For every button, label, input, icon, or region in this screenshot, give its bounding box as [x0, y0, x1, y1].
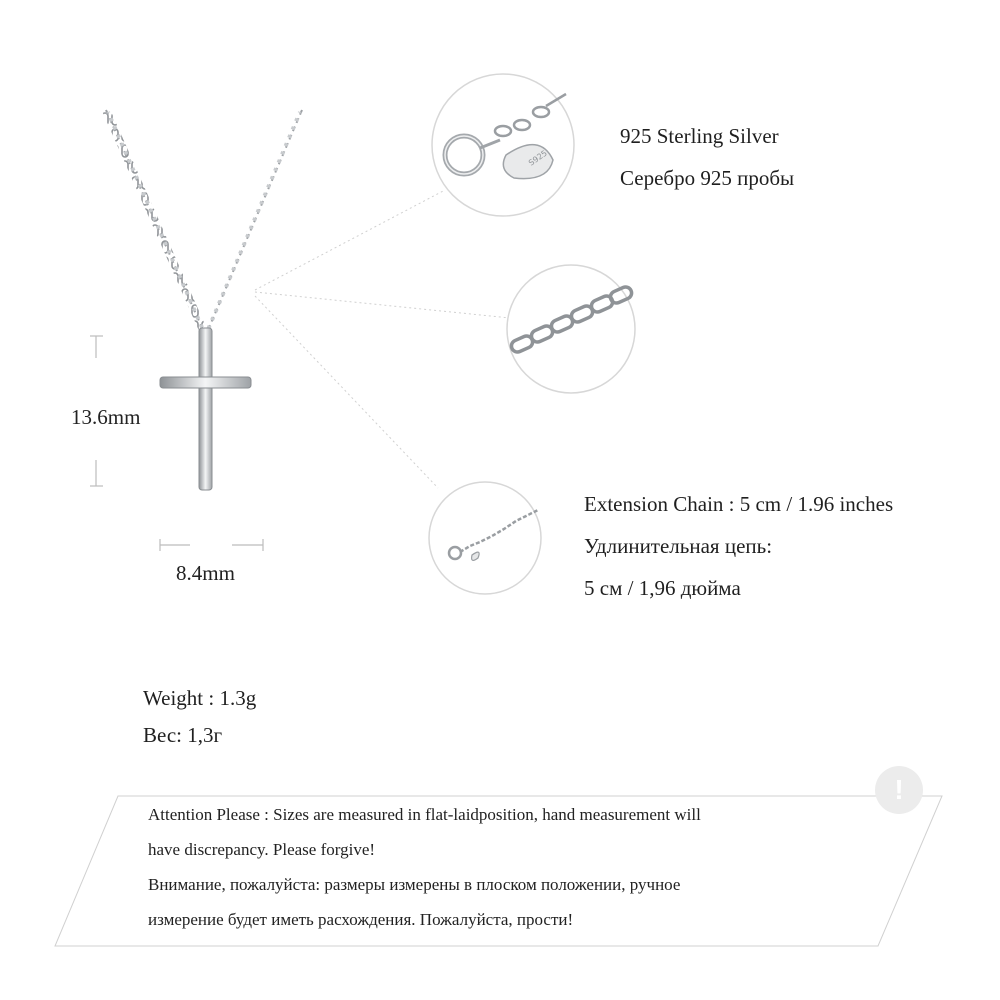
extension-label-en: Extension Chain : 5 cm / 1.96 inches: [584, 492, 894, 516]
pendant-width-label: 8.4mm: [176, 561, 235, 585]
cross-pendant: [160, 328, 251, 490]
weight-label-en: Weight : 1.3g: [143, 686, 257, 710]
tag-stamp-text: S925: [526, 148, 549, 168]
width-dimension-marker: [160, 539, 263, 551]
attention-line-2: have discrepancy. Please forgive!: [148, 840, 376, 859]
pendant-height-label: 13.6mm: [71, 405, 141, 429]
attention-line-1: Attention Please : Sizes are measured in flat-laidposition, hand measurement will: [148, 805, 701, 824]
extension-chain-detail-circle: [429, 482, 541, 594]
exclamation-icon: !: [894, 774, 904, 805]
material-label-ru: Серебро 925 пробы: [620, 166, 795, 190]
attention-line-3: Внимание, пожалуйста: размеры измерены в плоском положении, ручное: [148, 875, 681, 894]
clasp-detail-circle: [432, 74, 574, 216]
attention-line-4: измерение будет иметь расхождения. Пожалуйста, прости!: [148, 910, 574, 929]
connector-lines: [255, 190, 510, 488]
necklace-chain: [106, 110, 302, 332]
extension-label-ru-1: Удлинительная цепь:: [584, 534, 773, 558]
material-label-en: 925 Sterling Silver: [620, 124, 779, 148]
weight-label-ru: Вес: 1,3г: [143, 723, 223, 747]
extension-label-ru-2: 5 см / 1,96 дюйма: [584, 576, 741, 600]
chain-detail-circle: [507, 265, 635, 393]
